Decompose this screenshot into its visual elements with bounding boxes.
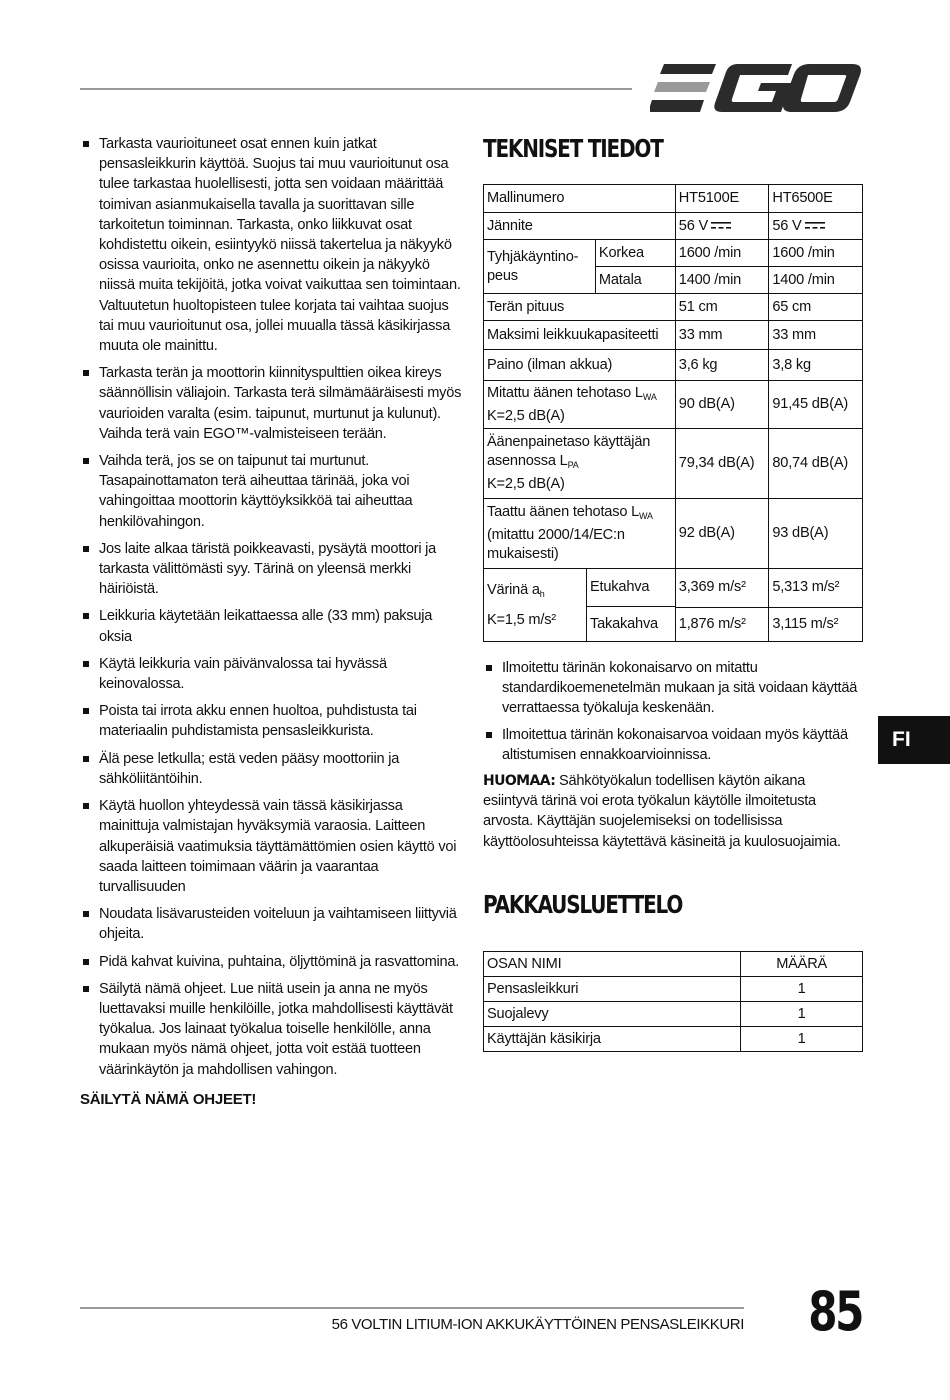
pressure-1: 79,34 dB(A): [675, 429, 769, 499]
guaranteed-power-label: [484, 499, 676, 569]
part-name: Käyttäjän käsikirja: [484, 1027, 741, 1052]
specs-title: TEKNISET TIEDOT: [483, 134, 663, 163]
high-1: 1600 /min: [675, 240, 769, 267]
capacity-1: 33 mm: [675, 321, 769, 350]
sound-power-label: [484, 381, 676, 429]
power-2: 91,45 dB(A): [769, 381, 863, 429]
list-item: Poista tai irrota akku ennen huoltoa, puhdistusta tai materiaalin puhdistamista pensasleikkurista.: [80, 701, 462, 741]
power-1: 90 dB(A): [675, 381, 769, 429]
voltage-cell-1: [675, 213, 769, 240]
part-name: Pensasleikkuri: [484, 977, 741, 1002]
header-part-name: OSAN NIMI: [484, 952, 741, 977]
list-item: Jos laite alkaa täristä poikkeavasti, pysäytä moottori ja tarkasta välittömästi syy. Tärinä on yleensä merkki häiriöistä.: [80, 539, 462, 600]
sound-power-label-sub: WA: [642, 391, 657, 402]
vibration-label-sub: h: [539, 589, 545, 599]
sound-power-label-k: K=2,5 dB(A): [487, 407, 565, 424]
vibration-label-main: Värinä a: [487, 582, 540, 598]
table-row: [484, 429, 863, 499]
sound-pressure-label-main: Äänenpainetaso käyttäjän asennossa L: [487, 434, 651, 469]
specs-table: [483, 184, 863, 642]
vibration-handles: [586, 569, 675, 641]
part-quantity: 1: [741, 1027, 863, 1052]
low-1: 1400 /min: [675, 267, 769, 294]
list-item: Leikkuria käytetään leikattaessa alle (33 mm) paksuja oksia: [80, 606, 462, 646]
guaranteed-2: 93 dB(A): [769, 499, 863, 569]
model-2: HT6500E: [769, 185, 863, 213]
low-2: 1400 /min: [769, 267, 863, 294]
dc-symbol-icon: [805, 222, 825, 230]
front-2: 5,313 m/s²: [769, 569, 863, 608]
vibration-label-line: [487, 577, 583, 607]
vibration-label: [484, 569, 586, 641]
header-rule: [80, 88, 632, 90]
list-item: Tarkasta terän ja moottorin kiinnityspulttien oikea kireys säännöllisin väliajoin. Tarkasta terä silmämääräisesti myös vaurioiden varalta (esim. taipunut, murtunut ja kulunut). Vaihda terä vain EGO™-valmisteiseen terään.: [80, 363, 462, 444]
capacity-2: 33 mm: [769, 321, 863, 350]
save-instructions-note: SÄILYTÄ NÄMÄ OHJEET!: [80, 1090, 257, 1108]
note-text: Sähkötyökalun todellisen käytön aikana esiintyvä tärinä voi erota työkalun käytölle ilmoitetusta arvosta. Käyttäjän suojelemiseksi on todellisissa käyttöolosuhteissa käytettävä käsineitä ja kuulosuojaimia.: [483, 773, 841, 850]
list-item: Säilytä nämä ohjeet. Lue niitä usein ja anna ne myös luettavaksi muille henkilöille, jotka mahdollisesti käyttävät työkalua. Jos lainaat työkalua toiselle henkilölle, anna mukaan myös nämä ohjeet, jotta voit estää tuotteen väärinkäytön ja mahdollisen vahingon.: [80, 979, 462, 1080]
sound-pressure-label-k: K=2,5 dB(A): [487, 476, 565, 492]
vibration-label-k: K=1,5 m/s²: [487, 612, 556, 628]
weight-2: 3,8 kg: [769, 350, 863, 381]
low-label: Matala: [595, 267, 675, 294]
vibration-notes: [483, 658, 863, 852]
table-row: [484, 350, 863, 381]
voltage-cell-2: [769, 213, 863, 240]
rear-handle-label: Takakahva: [590, 615, 658, 632]
sound-power-label-main: Mitattu äänen tehotaso L: [487, 384, 643, 401]
header-quantity: MÄÄRÄ: [741, 952, 863, 977]
list-item: Vaihda terä, jos se on taipunut tai murtunut. Tasapainottamaton terä aiheuttaa tärinää, joka voi vahingoittaa moottorin käyttöyksikköä tai aiheuttaa henkilövahingon.: [80, 451, 462, 532]
sound-pressure-label-sub: PA: [567, 460, 579, 470]
table-row: [484, 952, 863, 977]
vibration-split: [484, 569, 675, 641]
vibration-label-cell: [484, 569, 676, 642]
voltage-1: 56 V: [678, 217, 709, 234]
table-row: [484, 321, 863, 350]
list-item: Pidä kahvat kuivina, puhtaina, öljyttöminä ja rasvattomina.: [80, 952, 462, 972]
guaranteed-label-main: Taattu äänen tehotaso L: [487, 504, 640, 520]
front-handle-label: Etukahva: [587, 569, 675, 607]
idle-speed-label: Tyhjäkäyntino-peus: [484, 240, 596, 294]
capacity-label: Maksimi leikkuukapasiteetti: [484, 321, 676, 350]
part-quantity: 1: [741, 1002, 863, 1027]
table-row: [484, 294, 863, 321]
table-row: [484, 499, 863, 569]
page-number: 85: [808, 1280, 862, 1343]
note-label: HUOMAA:: [483, 773, 556, 790]
package-title: PAKKAUSLUETTELO: [483, 890, 683, 919]
blade-1: 51 cm: [675, 294, 769, 321]
table-row: [484, 240, 863, 267]
blade-length-label: Terän pituus: [484, 294, 676, 321]
part-quantity: 1: [741, 977, 863, 1002]
table-row: [484, 381, 863, 429]
model-1: HT5100E: [675, 185, 769, 213]
table-row: [484, 213, 863, 240]
model-label: Mallinumero: [484, 185, 676, 213]
front-1: 3,369 m/s²: [675, 569, 769, 608]
weight-1: 3,6 kg: [675, 350, 769, 381]
list-item: Tarkasta vaurioituneet osat ennen kuin jatkat pensasleikkurin käyttöä. Suojus tai muu vaurioitunut osa tulee tarkastaa huolellisesti, jotta sen voidaan määrittää toimivan asianmukaisella tavalla ja suorittavan sille tarkoitetun toiminnan. Tarkasta, onko liikkuvat osat kohdistettu oikein, esiintyykö niissä takertelua ja näkyykö osissa vaurioita, onko ne asennettu oikein ja näkyykö niissä muita tekijöitä, jotka voivat vaikuttaa sen toimintaan. Valtuutetun huoltopisteen tulee korjata tai vaihtaa suojus tai muu vaurioitunut osa, jollei muualla tässä käsikirjassa muuta ole mainittu.: [80, 134, 462, 356]
rear-1: 1,876 m/s²: [675, 607, 769, 641]
high-2: 1600 /min: [769, 240, 863, 267]
part-name: Suojalevy: [484, 1002, 741, 1027]
list-item: Älä pese letkulla; estä veden pääsy moottoriin ja sähköliitäntöihin.: [80, 749, 462, 789]
table-row: [484, 1027, 863, 1052]
table-row: [484, 1002, 863, 1027]
table-row: [484, 569, 863, 608]
list-item: Ilmoitettua tärinän kokonaisarvoa voidaan myös käyttää altistumisen ennakkoarvioinnissa.: [483, 725, 863, 765]
list-item: Käytä leikkuria vain päivänvalossa tai hyvässä keinovalossa.: [80, 654, 462, 694]
guaranteed-label-sub: WA: [639, 511, 653, 521]
rear-2: 3,115 m/s²: [769, 607, 863, 641]
notes-list: [483, 658, 863, 765]
sound-pressure-label: [484, 429, 676, 499]
language-tab: FI: [878, 716, 950, 764]
table-row: [484, 185, 863, 213]
voltage-label: Jännite: [484, 213, 676, 240]
dc-symbol-icon: [711, 222, 731, 230]
guaranteed-1: 92 dB(A): [675, 499, 769, 569]
guaranteed-label-rest: (mitattu 2000/14/EC:n mukaisesti): [487, 527, 625, 562]
safety-list: [80, 134, 462, 1080]
ego-logo: [650, 62, 862, 114]
package-table: [483, 951, 863, 1052]
list-item: Käytä huollon yhteydessä vain tässä käsikirjassa mainittuja valmistajan hyväksymiä varaosia. Laitteen alkuperäisiä vaatimuksia täyttämättömien osien käyttö voi saada laitteen toimimaan väärin ja vaarantaa turvallisuuden: [80, 796, 462, 897]
note-paragraph: [483, 771, 863, 852]
list-item: Noudata lisävarusteiden voiteluun ja vaihtamiseen liittyviä ohjeita.: [80, 904, 462, 944]
footer-rule: [80, 1307, 744, 1309]
table-row: [484, 977, 863, 1002]
footer-title: 56 VOLTIN LITIUM-ION AKKUKÄYTTÖINEN PENSASLEIKKURI: [331, 1316, 744, 1333]
high-label: Korkea: [595, 240, 675, 267]
pressure-2: 80,74 dB(A): [769, 429, 863, 499]
blade-2: 65 cm: [769, 294, 863, 321]
weight-label: Paino (ilman akkua): [484, 350, 676, 381]
voltage-2: 56 V: [772, 217, 802, 234]
safety-instructions: [80, 134, 462, 1110]
list-item: Ilmoitettu tärinän kokonaisarvo on mitattu standardikoemenetelmän mukaan ja sitä voidaan käyttää verrattaessa työkaluja keskenään.: [483, 658, 863, 719]
